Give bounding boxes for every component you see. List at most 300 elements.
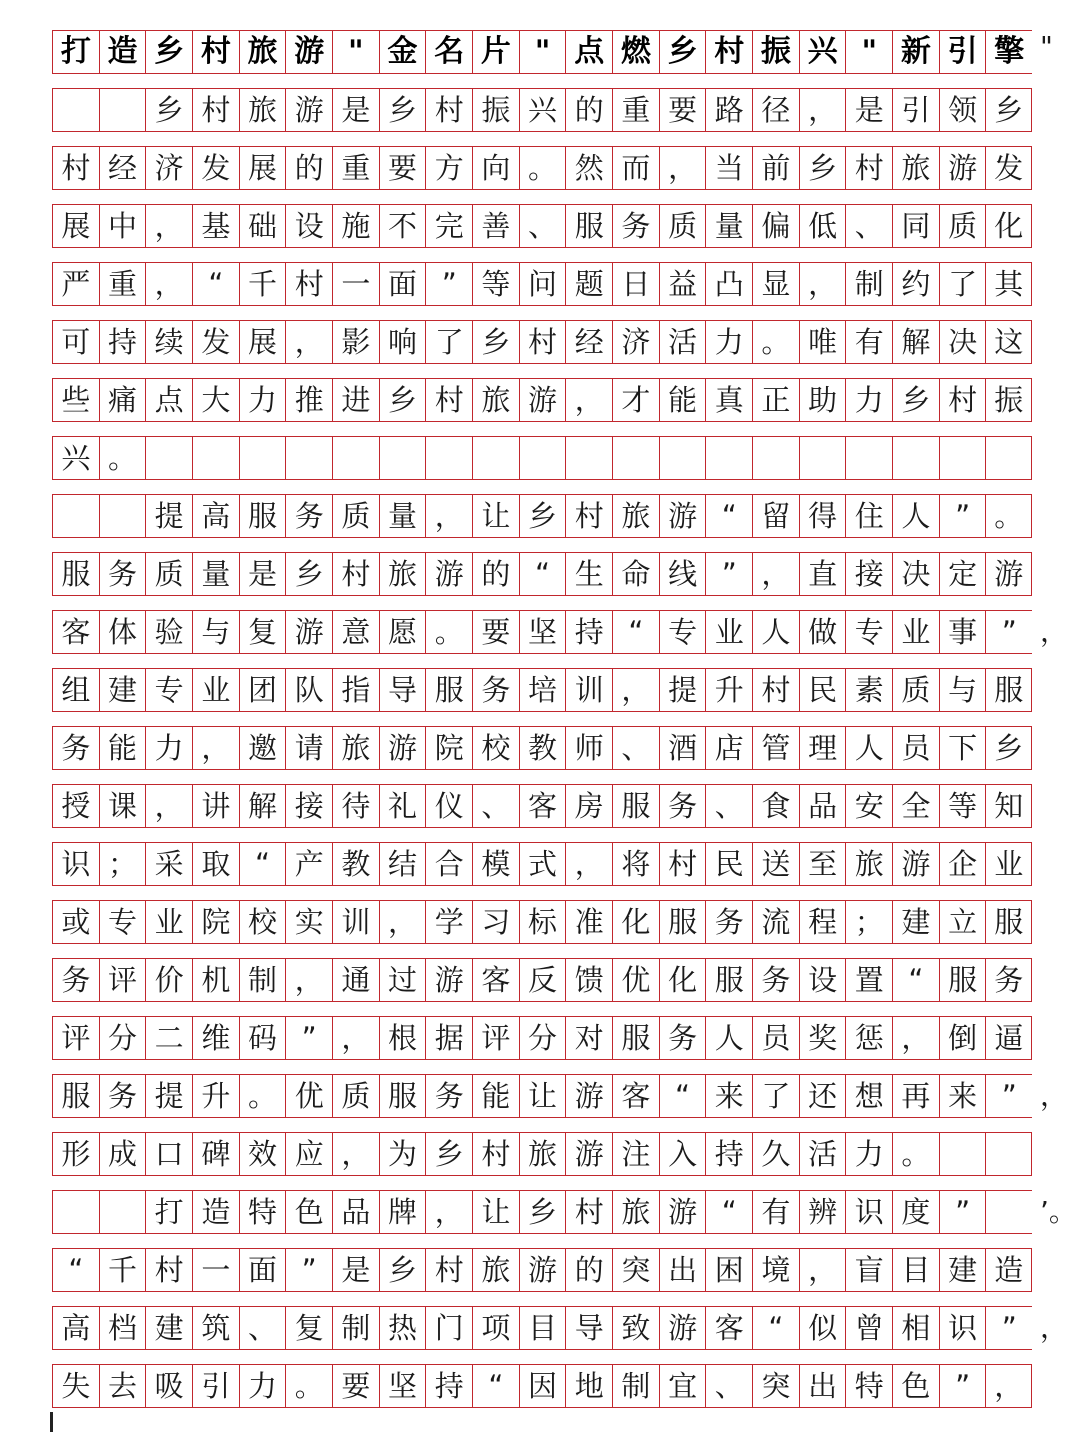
- grid-cell: 邀: [239, 726, 286, 770]
- grid-cell: 力: [239, 378, 286, 422]
- grid-cell: 乡: [145, 30, 192, 74]
- grid-cell: [379, 436, 426, 480]
- grid-cell: 提: [659, 668, 706, 712]
- grid-cell: 游: [425, 958, 472, 1002]
- grid-cell: [332, 436, 379, 480]
- grid-cell: [985, 1132, 1032, 1176]
- grid-cell: [939, 1132, 986, 1176]
- grid-cell: 目: [892, 1248, 939, 1292]
- grid-cell: 热: [379, 1306, 426, 1350]
- grid-cell: 化: [985, 204, 1032, 248]
- grid-cell: 向: [472, 146, 519, 190]
- grid-cell: 乡: [985, 88, 1032, 132]
- grid-cell: 民: [705, 842, 752, 886]
- grid-cell: 训: [332, 900, 379, 944]
- grid-cell: “: [192, 262, 239, 306]
- grid-cell: “: [519, 552, 566, 596]
- grid-cell: ，: [192, 726, 239, 770]
- grid-cell: 奖: [799, 1016, 846, 1060]
- grid-cell: ，: [425, 1190, 472, 1234]
- grid-cell: 分: [99, 1016, 146, 1060]
- grid-cell: 村: [752, 668, 799, 712]
- grid-cell: 地: [565, 1364, 612, 1408]
- grid-cell: 解: [892, 320, 939, 364]
- grid-cell: 名: [425, 30, 472, 74]
- grid-cell: 特: [845, 1364, 892, 1408]
- grid-cell: 方: [425, 146, 472, 190]
- grid-cell: 济: [612, 320, 659, 364]
- grid-cell: 要: [472, 610, 519, 654]
- text-cursor: [50, 1412, 53, 1432]
- grid-cell: 机: [192, 958, 239, 1002]
- grid-cell: 店: [705, 726, 752, 770]
- grid-cell: 定: [939, 552, 986, 596]
- grid-cell: 接: [845, 552, 892, 596]
- grid-cell: “: [705, 1190, 752, 1234]
- grid-cell: 度: [892, 1190, 939, 1234]
- grid-cell: 旅: [239, 88, 286, 132]
- grid-cell: ，: [332, 1016, 379, 1060]
- grid-cell: 游: [985, 552, 1032, 596]
- grid-cell: [99, 494, 146, 538]
- grid-cell: ": [332, 30, 379, 74]
- grid-cell: 码: [239, 1016, 286, 1060]
- grid-cell: 训: [565, 668, 612, 712]
- grid-cell: [99, 88, 146, 132]
- grid-cell: 造: [985, 1248, 1032, 1292]
- grid-cell: 客: [472, 958, 519, 1002]
- grid-cell: 能: [99, 726, 146, 770]
- grid-cell: 式: [519, 842, 566, 886]
- grid-cell: 高: [192, 494, 239, 538]
- grid-cell: 服: [52, 1074, 99, 1118]
- grid-cell: 碑: [192, 1132, 239, 1176]
- grid-cell: 采: [145, 842, 192, 886]
- grid-cell: 力: [239, 1364, 286, 1408]
- grid-cell: 能: [472, 1074, 519, 1118]
- grid-cell: 来: [705, 1074, 752, 1118]
- grid-cell: 复: [239, 610, 286, 654]
- grid-cell: 根: [379, 1016, 426, 1060]
- grid-cell: 企: [939, 842, 986, 886]
- grid-cell: 旅: [892, 146, 939, 190]
- grid-cell: 村: [939, 378, 986, 422]
- grid-cell: 再: [892, 1074, 939, 1118]
- grid-cell: 游: [285, 610, 332, 654]
- grid-cell: 想: [845, 1074, 892, 1118]
- grid-cell: 直: [799, 552, 846, 596]
- grid-cell: 助: [799, 378, 846, 422]
- grid-cell: [52, 88, 99, 132]
- grid-cell: 队: [285, 668, 332, 712]
- grid-cell: ”: [939, 1364, 986, 1408]
- grid-cell: 提: [145, 494, 192, 538]
- grid-cell: 一: [332, 262, 379, 306]
- grid-cell: 化: [612, 900, 659, 944]
- grid-cell: 领: [939, 88, 986, 132]
- grid-cell: 师: [565, 726, 612, 770]
- grid-cell: 出: [659, 1248, 706, 1292]
- grid-cell: [845, 436, 892, 480]
- grid-cell: 村: [425, 378, 472, 422]
- grid-row: [52, 204, 1032, 248]
- grid-cell: 游: [285, 88, 332, 132]
- grid-cell: 的: [565, 88, 612, 132]
- grid-cell: ，: [799, 1248, 846, 1292]
- grid-cell: 这: [985, 320, 1032, 364]
- grid-cell: ，: [565, 842, 612, 886]
- grid-cell: 可: [52, 320, 99, 364]
- grid-cell: 请: [285, 726, 332, 770]
- grid-row: [52, 552, 1032, 596]
- grid-row: [52, 436, 1032, 480]
- grid-cell: 兴: [52, 436, 99, 480]
- grid-cell: 、: [519, 204, 566, 248]
- grid-cell: “: [659, 1074, 706, 1118]
- grid-cell: 乡: [519, 494, 566, 538]
- grid-cell: 理: [799, 726, 846, 770]
- grid-cell: 点: [565, 30, 612, 74]
- grid-cell: 出: [799, 1364, 846, 1408]
- grid-cell: [565, 436, 612, 480]
- grid-row: [52, 378, 1032, 422]
- grid-cell: 点: [145, 378, 192, 422]
- grid-cell: 、: [845, 204, 892, 248]
- grid-cell: ”: [939, 494, 986, 538]
- grid-cell: 食: [752, 784, 799, 828]
- grid-cell: 千: [239, 262, 286, 306]
- grid-cell: 量: [192, 552, 239, 596]
- grid-cell: 是: [845, 88, 892, 132]
- grid-cell: 打: [52, 30, 99, 74]
- grid-cell: ，: [612, 668, 659, 712]
- grid-row: [52, 494, 1032, 538]
- grid-cell: 建: [99, 668, 146, 712]
- grid-cell: 村: [659, 842, 706, 886]
- grid-cell: 持: [705, 1132, 752, 1176]
- grid-cell: 专: [845, 610, 892, 654]
- grid-cell: 生: [565, 552, 612, 596]
- grid-cell: [519, 436, 566, 480]
- grid-cell: 决: [939, 320, 986, 364]
- grid-cell: 事: [939, 610, 986, 654]
- grid-cell: 务: [99, 1074, 146, 1118]
- grid-cell: 题: [565, 262, 612, 306]
- grid-cell: [659, 436, 706, 480]
- grid-cell: 等: [472, 262, 519, 306]
- grid-cell: ”: [705, 552, 752, 596]
- grid-cell: 务: [285, 494, 332, 538]
- grid-cell: 制: [612, 1364, 659, 1408]
- grid-cell: 问: [519, 262, 566, 306]
- grid-cell: 兴: [799, 30, 846, 74]
- grid-cell: 目: [519, 1306, 566, 1350]
- grid-cell: 档: [99, 1306, 146, 1350]
- grid-cell: 持: [425, 1364, 472, 1408]
- grid-cell: 重: [612, 88, 659, 132]
- grid-cell: 然: [565, 146, 612, 190]
- grid-cell: 授: [52, 784, 99, 828]
- grid-cell: 正: [752, 378, 799, 422]
- grid-cell: 团: [239, 668, 286, 712]
- grid-cell: 口: [145, 1132, 192, 1176]
- grid-cell: 旅: [612, 1190, 659, 1234]
- grid-cell: [985, 436, 1032, 480]
- grid-cell: 持: [565, 610, 612, 654]
- grid-cell: 大: [192, 378, 239, 422]
- grid-cell: 了: [752, 1074, 799, 1118]
- grid-cell: 导: [379, 668, 426, 712]
- grid-cell: 面: [239, 1248, 286, 1292]
- grid-cell: 重: [99, 262, 146, 306]
- grid-cell: 乡: [985, 726, 1032, 770]
- grid-cell: 得: [799, 494, 846, 538]
- grid-cell: ”: [939, 1190, 986, 1234]
- grid-row: [52, 1016, 1032, 1060]
- grid-cell: 人: [752, 610, 799, 654]
- grid-cell: 务: [472, 668, 519, 712]
- grid-cell: “: [52, 1248, 99, 1292]
- grid-cell: 游: [565, 1074, 612, 1118]
- grid-cell: 反: [519, 958, 566, 1002]
- grid-cell: 进: [332, 378, 379, 422]
- grid-cell: 偏: [752, 204, 799, 248]
- grid-cell: 游: [892, 842, 939, 886]
- grid-cell: 游: [285, 30, 332, 74]
- grid-cell: 旅: [612, 494, 659, 538]
- grid-row: [52, 1190, 1077, 1234]
- grid-cell: 讲: [192, 784, 239, 828]
- grid-cell: 客: [705, 1306, 752, 1350]
- grid-cell: ，: [332, 1132, 379, 1176]
- grid-cell: 发: [192, 146, 239, 190]
- grid-cell: 实: [285, 900, 332, 944]
- grid-cell: 突: [612, 1248, 659, 1292]
- grid-cell: 培: [519, 668, 566, 712]
- grid-cell: 维: [192, 1016, 239, 1060]
- grid-cell: 还: [799, 1074, 846, 1118]
- grid-cell: 校: [472, 726, 519, 770]
- grid-cell: [52, 1190, 99, 1234]
- grid-cell: 来: [939, 1074, 986, 1118]
- grid-cell: 而: [612, 146, 659, 190]
- grid-cell: 吸: [145, 1364, 192, 1408]
- grid-cell: “: [239, 842, 286, 886]
- grid-cell: 显: [752, 262, 799, 306]
- grid-cell: 同: [892, 204, 939, 248]
- grid-cell: 服: [612, 1016, 659, 1060]
- grid-cell: 业: [705, 610, 752, 654]
- grid-cell: 提: [145, 1074, 192, 1118]
- grid-cell: 让: [472, 494, 519, 538]
- grid-cell: 擎: [985, 30, 1032, 74]
- grid-cell: 。: [425, 610, 472, 654]
- grid-cell: 村: [845, 146, 892, 190]
- grid-cell: 是: [332, 1248, 379, 1292]
- grid-cell: 质: [145, 552, 192, 596]
- grid-cell: “: [612, 610, 659, 654]
- grid-cell: ，: [379, 900, 426, 944]
- grid-cell: 力: [845, 378, 892, 422]
- grid-cell: ；: [99, 842, 146, 886]
- grid-cell: 务: [99, 552, 146, 596]
- grid-cell: 辨: [799, 1190, 846, 1234]
- grid-cell: 优: [612, 958, 659, 1002]
- grid-cell: 乡: [659, 30, 706, 74]
- grid-cell: 能: [659, 378, 706, 422]
- grid-cell: 片: [472, 30, 519, 74]
- grid-cell: 些: [52, 378, 99, 422]
- grid-cell: 化: [659, 958, 706, 1002]
- grid-cell: 住: [845, 494, 892, 538]
- grid-cell: ，: [285, 958, 332, 1002]
- grid-cell: 一: [192, 1248, 239, 1292]
- grid-cell: 让: [472, 1190, 519, 1234]
- grid-cell: 础: [239, 204, 286, 248]
- grid-cell: 经: [565, 320, 612, 364]
- grid-cell: 基: [192, 204, 239, 248]
- grid-cell: [612, 436, 659, 480]
- grid-row: [52, 726, 1032, 770]
- grid-cell: 人: [845, 726, 892, 770]
- grid-cell: 馈: [565, 958, 612, 1002]
- grid-cell: 业: [192, 668, 239, 712]
- grid-cell: 务: [659, 1016, 706, 1060]
- grid-cell: ，: [565, 378, 612, 422]
- grid-cell: 知: [985, 784, 1032, 828]
- grid-cell: 村: [519, 320, 566, 364]
- grid-cell: 特: [239, 1190, 286, 1234]
- grid-cell: 客: [612, 1074, 659, 1118]
- grid-cell: 曾: [845, 1306, 892, 1350]
- grid-cell: 济: [145, 146, 192, 190]
- grid-cell: 乡: [379, 1248, 426, 1292]
- grid-cell: 专: [145, 668, 192, 712]
- grid-cell: 相: [892, 1306, 939, 1350]
- grid-cell: 导: [565, 1306, 612, 1350]
- grid-cell: 至: [799, 842, 846, 886]
- grid-cell: 制: [332, 1306, 379, 1350]
- grid-cell: 新: [892, 30, 939, 74]
- grid-cell: 业: [145, 900, 192, 944]
- grid-cell: 产: [285, 842, 332, 886]
- grid-row: [52, 842, 1032, 886]
- grid-cell: 金: [379, 30, 426, 74]
- grid-cell: 乡: [425, 1132, 472, 1176]
- grid-cell: 善: [472, 204, 519, 248]
- grid-cell: 二: [145, 1016, 192, 1060]
- grid-cell: 造: [192, 1190, 239, 1234]
- grid-cell: 、: [705, 784, 752, 828]
- grid-row: [52, 1074, 1069, 1118]
- grid-cell: 致: [612, 1306, 659, 1350]
- grid-cell: 引: [192, 1364, 239, 1408]
- grid-cell: 。: [519, 146, 566, 190]
- grid-cell: 做: [799, 610, 846, 654]
- grid-row: [52, 1306, 1069, 1350]
- grid-cell: 服: [659, 900, 706, 944]
- grid-cell: 专: [99, 900, 146, 944]
- grid-cell: 因: [519, 1364, 566, 1408]
- grid-cell: 旅: [845, 842, 892, 886]
- grid-cell: 乡: [379, 88, 426, 132]
- grid-cell: 久: [752, 1132, 799, 1176]
- grid-cell: 旅: [332, 726, 379, 770]
- grid-cell: 决: [892, 552, 939, 596]
- grid-cell: 经: [99, 146, 146, 190]
- grid-cell: 服: [425, 668, 472, 712]
- grid-cell: 是: [239, 552, 286, 596]
- grid-cell: 接: [285, 784, 332, 828]
- grid-cell: 建: [892, 900, 939, 944]
- grid-cell: 意: [332, 610, 379, 654]
- grid-cell: 宜: [659, 1364, 706, 1408]
- grid-cell: 礼: [379, 784, 426, 828]
- grid-cell: 为: [379, 1132, 426, 1176]
- grid-cell: 推: [285, 378, 332, 422]
- grid-cell: 引: [892, 88, 939, 132]
- grid-cell: 活: [659, 320, 706, 364]
- grid-cell: 门: [425, 1306, 472, 1350]
- grid-cell: 房: [565, 784, 612, 828]
- grid-cell: 员: [752, 1016, 799, 1060]
- grid-cell: 展: [239, 146, 286, 190]
- grid-cell: 服: [985, 900, 1032, 944]
- grid-cell: 千: [99, 1248, 146, 1292]
- grid-cell: 其: [985, 262, 1032, 306]
- grid-cell: 识: [939, 1306, 986, 1350]
- grid-cell: 响: [379, 320, 426, 364]
- grid-cell: ”: [985, 1306, 1032, 1350]
- grid-cell: 才: [612, 378, 659, 422]
- grid-cell: 全: [892, 784, 939, 828]
- grid-cell: 径: [752, 88, 799, 132]
- grid-cell: 低: [799, 204, 846, 248]
- grid-cell: 识: [52, 842, 99, 886]
- grid-cell: ”: [285, 1016, 332, 1060]
- grid-cell: ，: [145, 262, 192, 306]
- grid-cell: 旅: [472, 378, 519, 422]
- grid-cell: 持: [99, 320, 146, 364]
- grid-cell: 村: [192, 30, 239, 74]
- grid-cell: 影: [332, 320, 379, 364]
- grid-cell: 困: [705, 1248, 752, 1292]
- margin-punctuation: ，: [1040, 615, 1069, 648]
- grid-cell: 力: [845, 1132, 892, 1176]
- grid-cell: 痛: [99, 378, 146, 422]
- grid-cell: 等: [939, 784, 986, 828]
- grid-cell: [425, 436, 472, 480]
- grid-cell: 重: [332, 146, 379, 190]
- grid-cell: 。: [285, 1364, 332, 1408]
- grid-cell: 凸: [705, 262, 752, 306]
- grid-cell: 前: [752, 146, 799, 190]
- grid-cell: 是: [332, 88, 379, 132]
- margin-punctuation: ’。: [1040, 1195, 1077, 1228]
- grid-cell: 游: [425, 552, 472, 596]
- grid-row: [52, 610, 1069, 654]
- grid-cell: 当: [705, 146, 752, 190]
- grid-cell: 校: [239, 900, 286, 944]
- grid-cell: ，: [425, 494, 472, 538]
- grid-cell: 质: [892, 668, 939, 712]
- grid-cell: 对: [565, 1016, 612, 1060]
- grid-cell: 的: [285, 146, 332, 190]
- grid-cell: 乡: [799, 146, 846, 190]
- grid-cell: 乡: [285, 552, 332, 596]
- grid-cell: 游: [659, 1190, 706, 1234]
- grid-cell: 升: [192, 1074, 239, 1118]
